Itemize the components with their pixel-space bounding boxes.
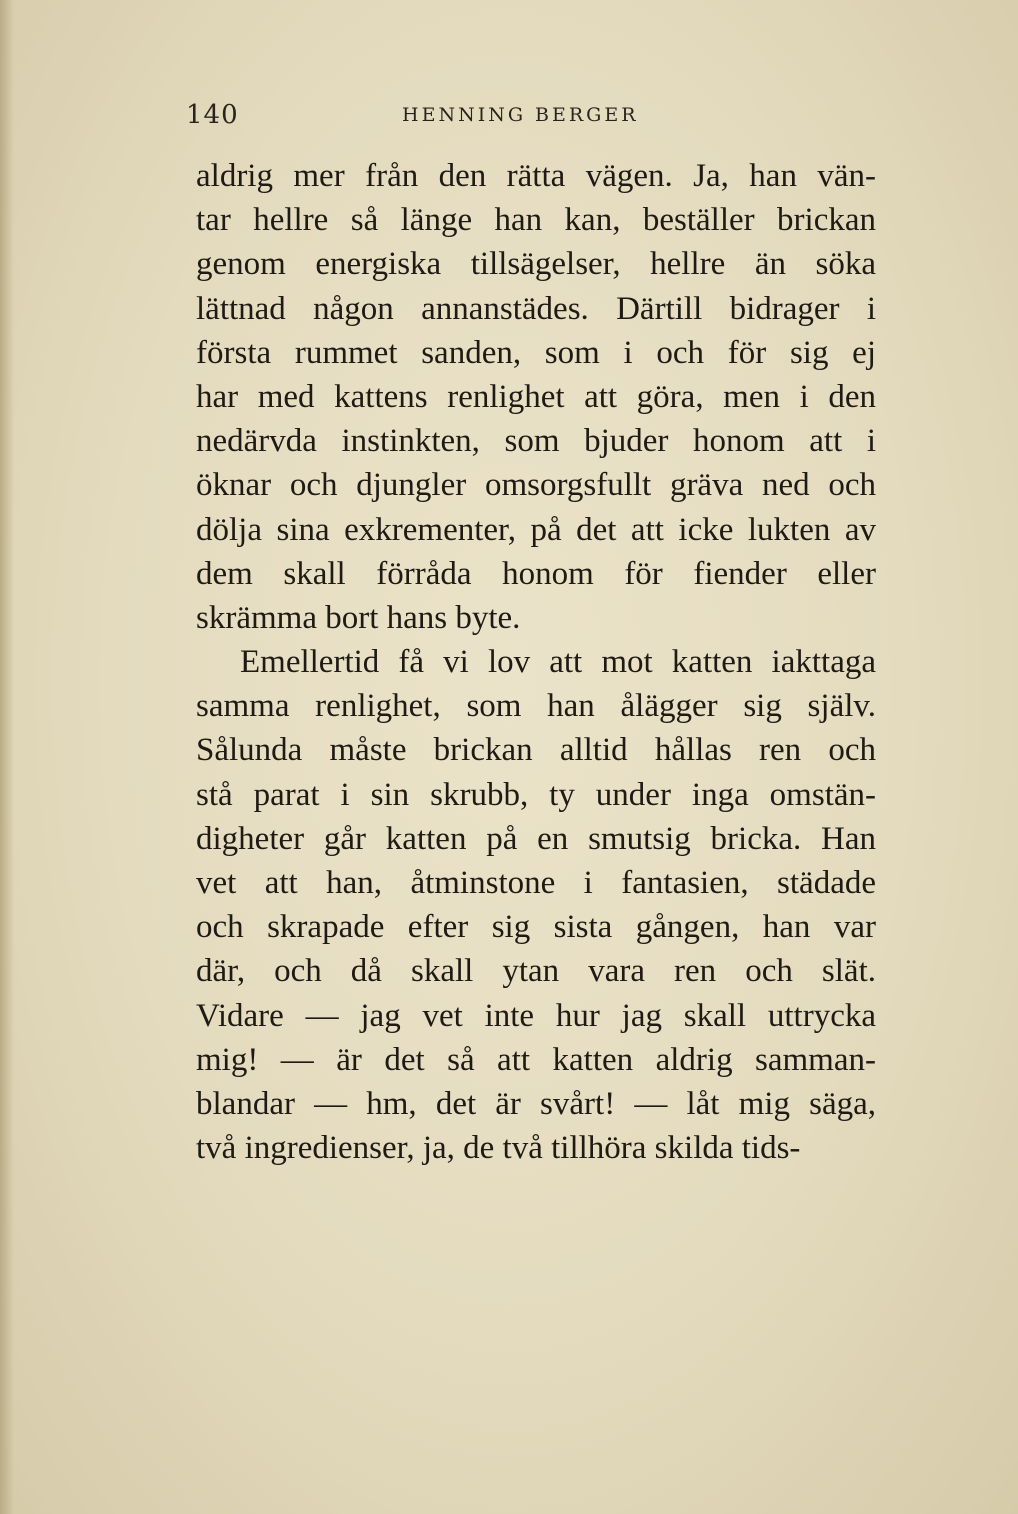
text-line: lättnad någon annanstädes. Därtill bidrager i [196,290,876,327]
text-line: genom energiska tillsägelser, hellre än söka [196,246,876,283]
text-line: Vidare — jag vet inte hur jag skall uttrycka [196,997,876,1034]
text-line: aldrig mer från den rätta vägen. Ja, han vän- [196,158,876,194]
page-edge-shadow [0,0,14,1514]
body-text [196,154,876,1170]
text-line: Emellertid få vi lov att mot katten iakttaga [240,644,876,681]
text-line: Sålunda måste brickan alltid hållas ren och [196,732,876,769]
text-line: stå parat i sin skrubb, ty under inga omstän- [196,776,876,813]
text-line: blandar — hm, det är svårt! — låt mig säga, [196,1085,876,1122]
text-line: skrämma bort hans byte. [196,599,521,636]
text-line: nedärvda instinkten, som bjuder honom att i [196,423,876,460]
running-head [186,100,826,134]
text-line: digheter går katten på en smutsig bricka. Han [196,820,876,857]
text-line: där, och då skall ytan vara ren och slät. [196,953,876,990]
text-line: har med kattens renlighet att göra, men i den [196,378,876,415]
text-line: dem skall förråda honom för fiender eller [196,555,876,592]
text-line: tar hellre så länge han kan, beställer brickan [196,202,876,239]
text-line: och skrapade efter sig sista gången, han var [196,909,876,946]
text-line: två ingredienser, ja, de två tillhöra skilda tids- [196,1130,801,1167]
text-line: vet att han, åtminstone i fantasien, städade [196,865,876,901]
text-line: samma renlighet, som han ålägger sig själv. [196,688,876,725]
text-line: dölja sina exkrementer, på det att icke lukten av [196,511,876,548]
page-number: 140 [186,100,239,130]
running-head-title: HENNING BERGER [402,104,639,126]
text-line: mig! — är det så att katten aldrig samman- [196,1041,876,1078]
text-line: öknar och djungler omsorgsfullt gräva ned och [196,467,876,504]
text-line: första rummet sanden, som i och för sig ej [196,334,876,371]
